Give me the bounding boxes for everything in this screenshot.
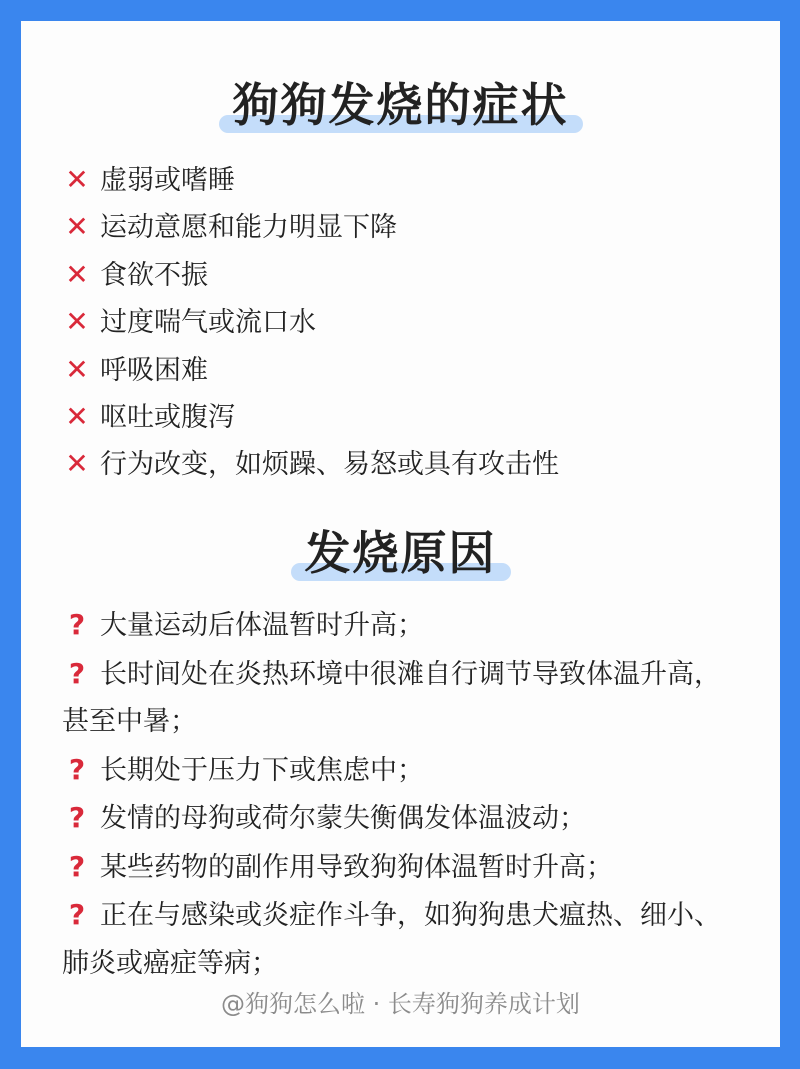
- symptom-text: 行为改变，如烦躁、易怒或具有攻击性: [100, 449, 559, 481]
- symptom-text: 食欲不振: [100, 259, 208, 291]
- symptom-text: 呼吸困难: [100, 354, 208, 386]
- cross-mark-icon: ✕: [65, 210, 89, 244]
- list-item: [62, 157, 559, 204]
- cross-mark-icon: ✕: [65, 447, 89, 481]
- list-item: [62, 843, 742, 892]
- cause-text: 长时间处在炎热环境中很滩自行调节导致体温升高，甚至中暑；: [62, 658, 721, 737]
- list-item: [62, 891, 742, 987]
- list-item: [62, 441, 559, 488]
- cause-text: 正在与感染或炎症作斗争，如狗狗患犬瘟热、细小、肺炎或癌症等病；: [62, 900, 721, 979]
- cross-mark-icon: ✕: [65, 352, 89, 386]
- cause-text: 发情的母狗或荷尔蒙失衡偶发体温波动；: [100, 803, 586, 834]
- card: [21, 21, 780, 1047]
- cross-mark-icon: ✕: [65, 400, 89, 434]
- symptom-text: 虚弱或嗜睡: [100, 165, 235, 196]
- question-mark-icon: ?: [68, 898, 86, 931]
- list-item: [62, 252, 559, 299]
- list-item: [62, 299, 559, 346]
- symptom-text: 呕吐或腹泻: [100, 402, 235, 434]
- symptom-text: 过度喘气或流口水: [100, 307, 316, 339]
- symptoms-title: 狗狗发烧的症状: [232, 78, 569, 132]
- list-item: [62, 347, 559, 394]
- footer-credit: @狗狗怎么啦 · 长寿狗狗养成计划: [221, 990, 580, 1018]
- causes-list: [62, 601, 742, 987]
- symptoms-heading-wrap: [21, 75, 780, 135]
- causes-heading: [291, 523, 511, 583]
- question-mark-icon: ?: [68, 608, 86, 641]
- question-mark-icon: ?: [68, 801, 86, 834]
- cross-mark-icon: ✕: [65, 163, 89, 196]
- list-item: [62, 204, 559, 251]
- cause-text: 大量运动后体温暂时升高；: [100, 610, 424, 641]
- list-item: [62, 601, 742, 650]
- list-item: [62, 746, 742, 795]
- list-item: [62, 394, 559, 441]
- causes-heading-wrap: [21, 523, 780, 583]
- question-mark-icon: ?: [68, 752, 86, 786]
- symptom-text: 运动意愿和能力明显下降: [100, 212, 397, 244]
- list-item: [62, 794, 742, 843]
- cause-text: 某些药物的副作用导致狗狗体温暂时升高；: [100, 851, 613, 883]
- cross-mark-icon: ✕: [65, 257, 89, 291]
- question-mark-icon: ?: [68, 849, 86, 883]
- symptoms-heading: [219, 75, 583, 135]
- question-mark-icon: ?: [68, 656, 86, 690]
- symptoms-list: [62, 157, 559, 489]
- cause-text: 长期处于压力下或焦虑中；: [100, 754, 424, 786]
- causes-title: 发烧原因: [304, 526, 497, 580]
- list-item: [62, 650, 742, 746]
- cross-mark-icon: ✕: [65, 305, 89, 339]
